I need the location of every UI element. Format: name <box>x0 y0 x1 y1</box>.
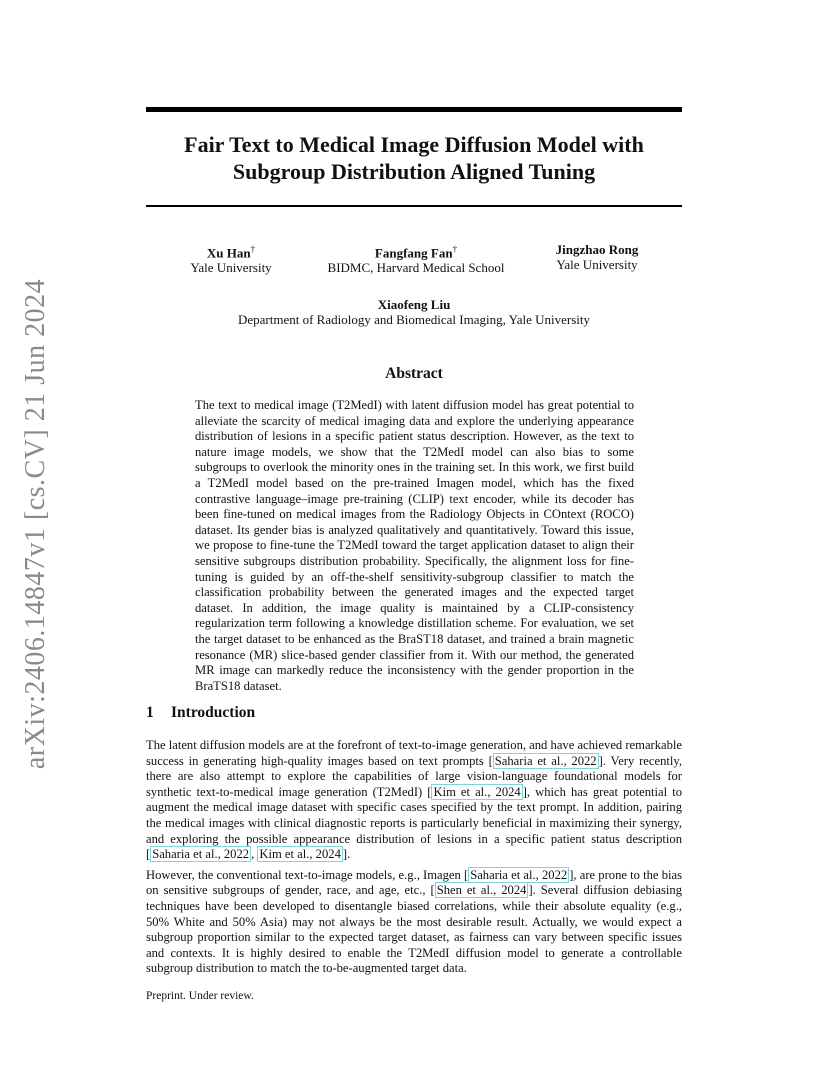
author-xiaofeng-liu <box>146 297 682 327</box>
author-jingzhao-rong <box>532 242 662 272</box>
author-affiliation: Department of Radiology and Biomedical Imaging, Yale University <box>237 312 590 327</box>
preprint-footer: Preprint. Under review. <box>146 990 254 1002</box>
title-top-rule <box>146 107 682 112</box>
introduction-body <box>146 738 682 982</box>
citation-link[interactable]: Kim et al., 2024 <box>259 847 341 862</box>
abstract-heading: Abstract <box>385 365 443 382</box>
author-name: Jingzhao Rong <box>555 242 639 257</box>
title-line-1: Fair Text to Medical Image Diffusion Model with <box>184 132 644 157</box>
author-affiliation: Yale University <box>556 257 638 272</box>
author-name: Fangfang Fan <box>374 245 453 261</box>
citation-link[interactable]: Saharia et al., 2022 <box>152 847 250 862</box>
paragraph: The latent diffusion models are at the forefront of text-to-image generation, and have achieved remarkable success in generating high-quality images based on text prompts [ Saharia et al., 2022 ]. Very recently, there are also attempt to explore the capabilities of large vision-language foundational models for synthetic text-to-medical image generation (T2MedI) [ Kim et al., 2024 ], which has great potential to augment the medical image dataset with specific cases specified by the text prompt. In addition, pairing the medical images with clinical diagnostic reports is particularly beneficial in maximizing their synergy, and exploring the possible appearance distribution of lesions in a specific patient status description [ Saharia et al., 2022 , Kim et al., 2024 ]. <box>146 738 682 862</box>
section-number: 1 <box>146 704 154 721</box>
section-heading-introduction <box>146 704 255 722</box>
citation-link[interactable]: Saharia et al., 2022 <box>494 753 597 768</box>
author-fangfang-fan <box>291 242 541 275</box>
author-affiliation: BIDMC, Harvard Medical School <box>327 260 505 276</box>
citation-link[interactable]: Saharia et al., 2022 <box>470 867 568 882</box>
paper-title <box>146 131 682 185</box>
author-block <box>146 242 682 327</box>
author-name: Xiaofeng Liu <box>377 297 451 312</box>
section-title: Introduction <box>171 704 256 721</box>
title-bottom-rule <box>146 205 682 207</box>
citation-link[interactable]: Shen et al., 2024 <box>436 883 527 898</box>
author-name: Xu Han <box>206 245 251 261</box>
equal-contribution-mark: † <box>452 244 458 254</box>
equal-contribution-mark: † <box>250 244 256 254</box>
paragraph: However, the conventional text-to-image models, e.g., Imagen [ Saharia et al., 2022 ], are prone to the bias on sensitive subgroups of gender, race, and age, etc., [ Shen et al., 2024 ]. Several diffusion debiasing techniques have been developed to disentangle biased correlations, while their absolute equality (e.g., 50% White and 50% Asia) may not always be the most desirable result. Actually, we would expect a subgroup proportion similar to the expected target dataset, as fairness can vary between specific issues and contexts. It is highly desired to enable the T2MedI diffusion model to generate a controllable subgroup distribution to match the to-be-augmented target data. <box>146 867 682 976</box>
author-affiliation: Yale University <box>190 260 272 276</box>
arxiv-identifier-stamp: arXiv:2406.14847v1 [cs.CV] 21 Jun 2024 <box>20 278 51 770</box>
abstract-text: The text to medical image (T2MedI) with latent diffusion model has great potential to alleviate the scarcity of medical imaging data and explore the underlying appearance distribution of lesions in a specific patient status description. However, as the text to nature image models, we show that the T2MedI model can also bias to some subgroups to overlook the minority ones in the training set. In this work, we first build a T2MedI model based on the pre-trained Imagen model, which has the fixed contrastive language–image pre-training (CLIP) text encoder, while its decoder has been fine-tuned on medical images from the Radiology Objects in COntext (ROCO) dataset. Its gender bias is analyzed qualitatively and quantitatively. Toward this issue, we propose to fine-tune the T2MedI toward the target application dataset to align their sensitive subgroups distribution probability. Specifically, the alignment loss for fine-tuning is guided by an off-the-shelf sensitivity-subgroup classifier to match the classification probability between the generated images and the expected target dataset. In addition, the image quality is maintained by a CLIP-consistency regularization term following a knowledge distillation scheme. For evaluation, we set the target dataset to be enhanced as the BraST18 dataset, and trained a brain magnetic resonance (MR) slice-based gender classifier from it. With our method, the generated MR image can markedly reduce the inconsistency with the gender proportion in the BraTS18 dataset. <box>195 398 634 693</box>
citation-link[interactable]: Kim et al., 2024 <box>433 784 521 799</box>
title-line-2: Subgroup Distribution Aligned Tuning <box>232 159 596 184</box>
author-xu-han <box>166 242 296 275</box>
